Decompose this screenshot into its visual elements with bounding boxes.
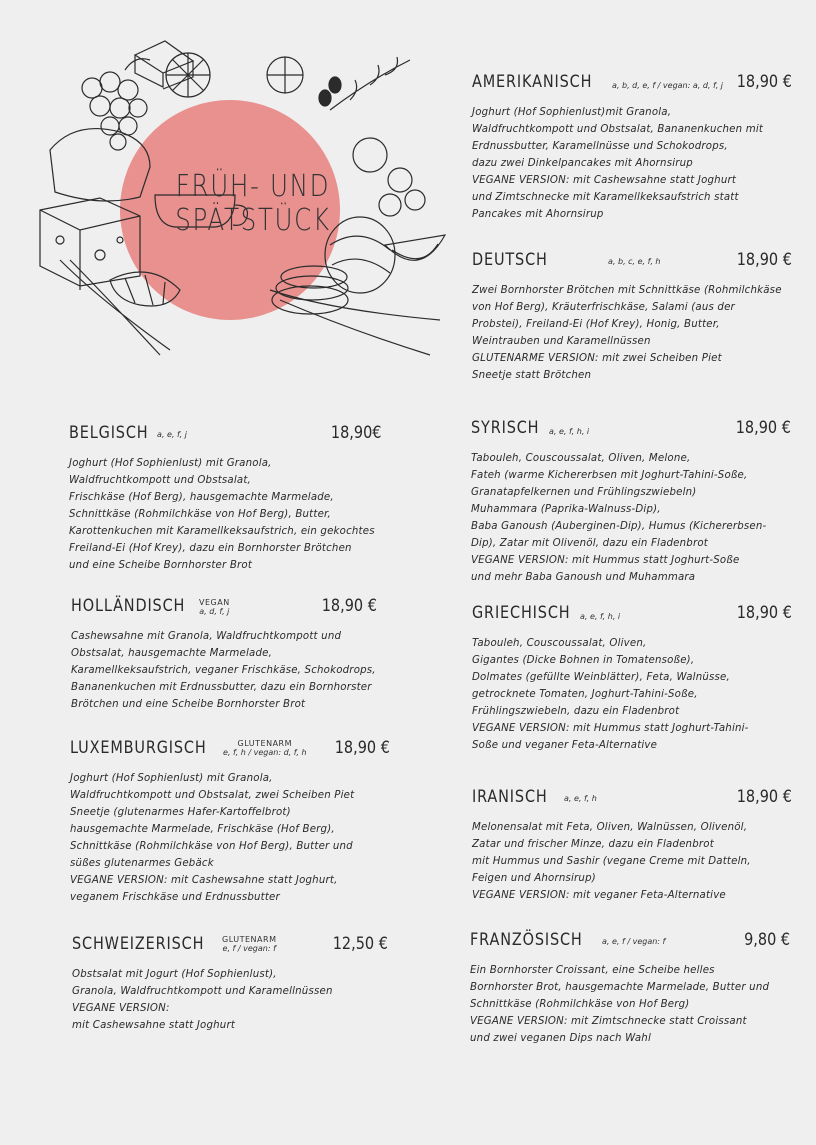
description-line: Soße und veganer Feta-Alternative: [472, 740, 658, 751]
description-line: süßes glutenarmes Gebäck: [70, 858, 214, 869]
description-line: Ein Bornhorster Croissant, eine Scheibe helles: [470, 965, 715, 976]
item-allergens: a, b, d, e, f / vegan: a, d, f, j: [612, 81, 724, 90]
item-name: IRANISCH: [472, 787, 548, 807]
description-line: Melonensalat mit Feta, Oliven, Walnüssen, Olivenöl,: [472, 822, 748, 833]
description-line: Sneetje statt Brötchen: [472, 370, 592, 381]
description-line: Erdnussbutter, Karamellnüsse und Schokodrops,: [472, 141, 728, 152]
item-allergens: a, e, f, h, i: [580, 612, 621, 621]
menu-item-griechisch: [472, 603, 794, 754]
page-title: [159, 170, 348, 238]
item-description: [72, 966, 390, 1034]
description-line: und Zimtschnecke mit Karamellkeksaufstrich statt: [472, 192, 739, 203]
description-line: und zwei veganen Dips nach Wahl: [470, 1033, 651, 1044]
item-tag: GLUTENARM: [222, 935, 277, 944]
menu-item-luxemburgisch: [70, 738, 390, 906]
item-price: 18,90 €: [321, 596, 377, 616]
item-name: GRIECHISCH: [472, 603, 571, 623]
item-name: FRANZÖSISCH: [470, 930, 583, 950]
item-name: SYRISCH: [471, 418, 540, 438]
branch-icon: [330, 57, 410, 110]
hero-illustration: [30, 30, 450, 360]
item-tag: GLUTENARM: [237, 739, 293, 748]
description-line: hausgemachte Marmelade, Frischkäse (Hof Berg),: [70, 824, 335, 835]
item-allergens: a, e, f / vegan: f: [602, 937, 666, 946]
menu-item-deutsch: [472, 250, 794, 384]
item-allergens: a, e, f, j: [157, 430, 187, 439]
item-description: [472, 104, 792, 223]
menu-item-belgisch: [69, 423, 387, 574]
item-name: LUXEMBURGISCH: [70, 738, 207, 758]
item-description: [472, 819, 794, 904]
description-line: Brötchen und eine Scheibe Bornhorster Brot: [71, 699, 306, 710]
description-line: VEGANE VERSION: mit veganer Feta-Alternative: [472, 890, 726, 901]
item-price: 18,90€: [330, 423, 381, 443]
item-tag-stack: [223, 739, 307, 757]
description-line: VEGANE VERSION:: [72, 1003, 170, 1014]
description-line: Zatar und frischer Minze, dazu ein Fladenbrot: [472, 839, 714, 850]
title-line-1: FRÜH- UND: [175, 169, 331, 204]
item-price: 18,90 €: [736, 787, 792, 807]
menu-item-amerikanisch: [472, 72, 792, 223]
description-line: und eine Scheibe Bornhorster Brot: [69, 560, 253, 571]
item-name: DEUTSCH: [472, 250, 548, 270]
item-price: 18,90 €: [736, 250, 792, 270]
item-tag-stack: [222, 935, 276, 953]
description-line: VEGANE VERSION: mit Hummus statt Joghurt-Tahini-: [472, 723, 749, 734]
description-line: Joghurt (Hof Sophienlust) mit Granola,: [69, 458, 272, 469]
description-line: Waldfruchtkompott und Obstsalat, zwei Scheiben Piet: [70, 790, 355, 801]
description-line: Tabouleh, Couscoussalat, Oliven, Melone,: [471, 453, 691, 464]
item-allergens: a, e, f, h, i: [549, 427, 590, 436]
description-line: Frischkäse (Hof Berg), hausgemachte Marmelade,: [69, 492, 334, 503]
description-line: Dip), Zatar mit Olivenöl, dazu ein Fladenbrot: [471, 538, 708, 549]
description-line: Waldfruchtkompott und Obstsalat,: [69, 475, 251, 486]
description-line: Schnittkäse (Rohmilchkäse von Hof Berg), Butter und: [70, 841, 353, 852]
description-line: mit Hummus und Sashir (vegane Creme mit Datteln,: [472, 856, 751, 867]
description-line: Gigantes (Dicke Bohnen in Tomatensoße),: [472, 655, 695, 666]
item-price: 18,90 €: [736, 72, 792, 92]
description-line: Karamellkeksaufstrich, veganer Frischkäse, Schokodrops,: [71, 665, 376, 676]
item-description: [470, 962, 792, 1047]
description-line: VEGANE VERSION: mit Cashewsahne statt Joghurt,: [70, 875, 338, 886]
description-line: Frühlingszwiebeln, dazu ein Fladenbrot: [472, 706, 680, 717]
item-description: [472, 635, 794, 754]
description-line: GLUTENARME VERSION: mit zwei Scheiben Piet: [472, 353, 722, 364]
cheese-icon: [135, 41, 193, 89]
item-price: 9,80 €: [744, 930, 790, 950]
description-line: Joghurt (Hof Sophienlust) mit Granola,: [70, 773, 273, 784]
description-line: Dolmates (gefüllte Weinblätter), Feta, Walnüsse,: [472, 672, 730, 683]
item-price: 18,90 €: [736, 603, 792, 623]
item-description: [472, 282, 794, 384]
item-price: 18,90 €: [334, 738, 390, 758]
description-line: Joghurt (Hof Sophienlust)mit Granola,: [472, 107, 672, 118]
item-name: AMERIKANISCH: [472, 72, 593, 92]
item-description: [70, 770, 390, 906]
description-line: Granola, Waldfruchtkompott und Karamellnüssen: [72, 986, 333, 997]
description-line: Tabouleh, Couscoussalat, Oliven,: [472, 638, 647, 649]
grapes-icon: [82, 59, 150, 150]
description-line: Pancakes mit Ahornsirup: [472, 209, 604, 220]
item-allergens: e, f / vegan: f: [222, 944, 276, 953]
description-line: Waldfruchtkompott und Obstsalat, Bananenkuchen mit: [472, 124, 764, 135]
description-line: Cashewsahne mit Granola, Waldfruchtkompott und: [71, 631, 342, 642]
item-tag-stack: [199, 598, 230, 616]
title-line-2: SPÄTSTÜCK: [175, 203, 331, 238]
item-price: 18,90 €: [735, 418, 791, 438]
description-line: Weintrauben und Karamellnüssen: [472, 336, 651, 347]
description-line: Granatapfelkernen und Frühlingszwiebeln): [471, 487, 697, 498]
item-allergens: e, f, h / vegan: d, f, h: [223, 748, 307, 757]
description-line: Feigen und Ahornsirup): [472, 873, 596, 884]
item-description: [69, 455, 387, 574]
item-description: [71, 628, 389, 713]
description-line: von Hof Berg), Kräuterfrischkäse, Salami (aus der: [472, 302, 735, 313]
description-line: Bornhorster Brot, hausgemachte Marmelade, Butter und: [470, 982, 770, 993]
description-line: getrocknete Tomaten, Joghurt-Tahini-Soße,: [472, 689, 698, 700]
description-line: Bananenkuchen mit Erdnussbutter, dazu ein Bornhorster: [71, 682, 372, 693]
description-line: und mehr Baba Ganoush und Muhammara: [471, 572, 696, 583]
item-description: [471, 450, 793, 586]
menu-item-franzoesisch: [470, 930, 792, 1047]
description-line: Zwei Bornhorster Brötchen mit Schnittkäse (Rohmilchkäse: [472, 285, 782, 296]
tomato-icon: [353, 138, 387, 172]
description-line: Sneetje (glutenarmes Hafer-Kartoffelbrot): [70, 807, 291, 818]
description-line: Obstsalat mit Jogurt (Hof Sophienlust),: [72, 969, 277, 980]
menu-item-iranisch: [472, 787, 794, 904]
description-line: mit Cashewsahne statt Joghurt: [72, 1020, 236, 1031]
description-line: Probstei), Freiland-Ei (Hof Krey), Honig, Butter,: [472, 319, 720, 330]
menu-item-schweizerisch: [72, 934, 390, 1034]
description-line: VEGANE VERSION: mit Cashewsahne statt Joghurt: [472, 175, 737, 186]
menu-item-hollaendisch: [71, 596, 389, 713]
item-name: SCHWEIZERISCH: [72, 934, 205, 954]
item-name: HOLLÄNDISCH: [71, 596, 186, 616]
description-line: Schnittkäse (Rohmilchkäse von Hof Berg): [470, 999, 690, 1010]
item-allergens: a, b, c, e, f, h: [608, 257, 661, 266]
description-line: Freiland-Ei (Hof Krey), dazu ein Bornhorster Brötchen: [69, 543, 352, 554]
description-line: Karottenkuchen mit Karamellkeksaufstrich, ein gekochtes: [69, 526, 375, 537]
item-tag: VEGAN: [199, 598, 230, 607]
item-price: 12,50 €: [332, 934, 388, 954]
description-line: Baba Ganoush (Auberginen-Dip), Humus (Kichererbsen-: [471, 521, 767, 532]
description-line: Schnittkäse (Rohmilchkäse von Hof Berg), Butter,: [69, 509, 331, 520]
description-line: Fateh (warme Kichererbsen mit Joghurt-Tahini-Soße,: [471, 470, 748, 481]
description-line: Obstsalat, hausgemachte Marmelade,: [71, 648, 273, 659]
item-name: BELGISCH: [69, 423, 149, 443]
description-line: dazu zwei Dinkelpancakes mit Ahornsirup: [472, 158, 693, 169]
description-line: VEGANE VERSION: mit Hummus statt Joghurt-Soße: [471, 555, 740, 566]
item-allergens: a, d, f, j: [199, 607, 230, 616]
description-line: veganem Frischkäse und Erdnussbutter: [70, 892, 280, 903]
menu-item-syrisch: [471, 418, 793, 586]
description-line: VEGANE VERSION: mit Zimtschnecke statt Croissant: [470, 1016, 747, 1027]
wheat-right-icon: [270, 290, 440, 355]
description-line: Muhammara (Paprika-Walnuss-Dip),: [471, 504, 661, 515]
item-allergens: a, e, f, h: [564, 794, 597, 803]
